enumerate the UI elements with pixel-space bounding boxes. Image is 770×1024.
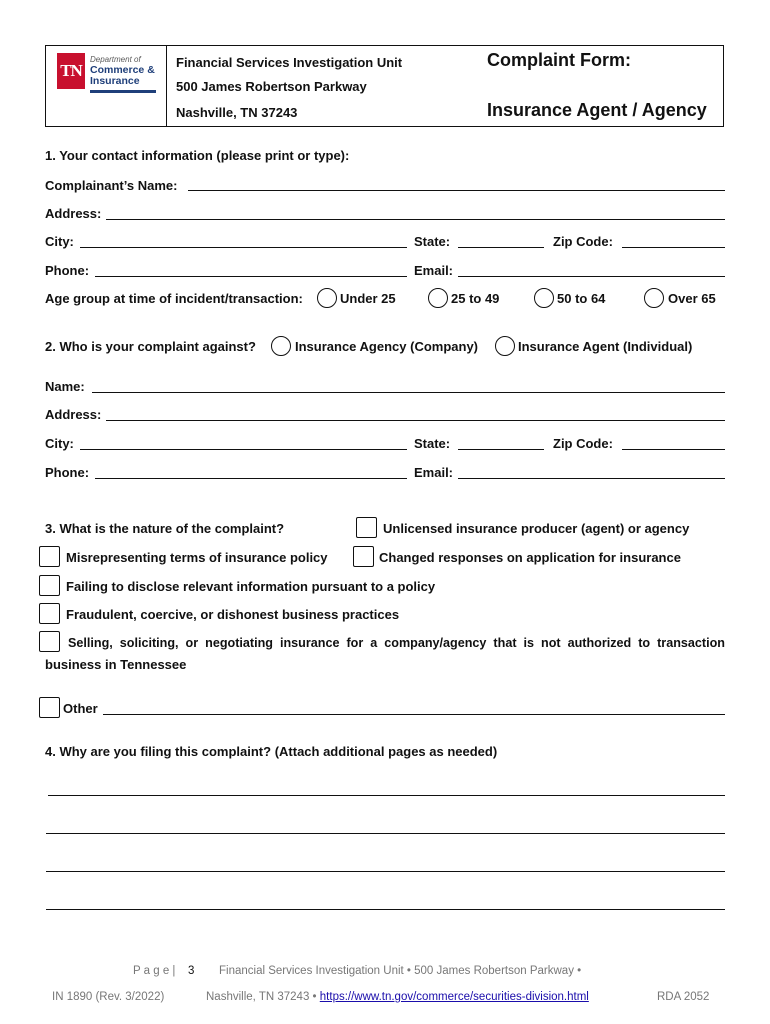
- against-agency-radio[interactable]: [271, 336, 291, 356]
- complainant-phone-label: Phone:: [45, 263, 90, 278]
- against-agent-label: Insurance Agent (Individual): [518, 339, 693, 354]
- subject-phone-label: Phone:: [45, 465, 90, 480]
- form-subtitle: Insurance Agent / Agency: [487, 100, 707, 120]
- age-under25-radio[interactable]: [317, 288, 337, 308]
- fraudulent-checkbox[interactable]: [39, 603, 60, 624]
- subject-name-field[interactable]: [92, 392, 725, 393]
- age-50to64-label: 50 to 64: [557, 291, 606, 306]
- complainant-zip-field[interactable]: [622, 247, 725, 248]
- failing-disclose-checkbox[interactable]: [39, 575, 60, 596]
- subject-address-label: Address:: [45, 407, 102, 422]
- selling-unauthorized-checkbox[interactable]: [39, 631, 60, 652]
- age-over65-label: Over 65: [668, 291, 716, 306]
- complainant-city-label: City:: [45, 234, 74, 249]
- section4-heading: 4. Why are you filing this complaint? (Attach additional pages as needed): [45, 744, 498, 759]
- header-divider: [166, 45, 167, 127]
- against-agency-label: Insurance Agency (Company): [295, 339, 479, 354]
- complainant-email-field[interactable]: [458, 276, 725, 277]
- age-25to49-radio[interactable]: [428, 288, 448, 308]
- failing-disclose-label: Failing to disclose relevant information pursuant to a policy: [66, 579, 436, 594]
- subject-zip-label: Zip Code:: [553, 436, 613, 451]
- footer-page-number: 3: [188, 965, 195, 977]
- complainant-address-label: Address:: [45, 206, 102, 221]
- fraudulent-label: Fraudulent, coercive, or dishonest business practices: [66, 607, 400, 622]
- subject-name-label: Name:: [45, 379, 85, 394]
- subject-phone-field[interactable]: [95, 478, 407, 479]
- unlicensed-label: Unlicensed insurance producer (agent) or agency: [383, 521, 690, 536]
- subject-email-label: Email:: [414, 465, 454, 480]
- selling-unauthorized-label: Selling, soliciting, or negotiating insurance for a company/agency that is not authorized to transaction: [68, 636, 725, 650]
- footer-rda: RDA 2052: [657, 991, 710, 1003]
- logo-insurance: Insurance: [90, 75, 140, 87]
- footer-url-link[interactable]: https://www.tn.gov/commerce/securities-division.html: [319, 991, 589, 1003]
- age-group-label: Age group at time of incident/transaction:: [45, 291, 303, 306]
- other-checkbox[interactable]: [39, 697, 60, 718]
- logo-underline: [90, 90, 156, 93]
- age-25to49-label: 25 to 49: [451, 291, 500, 306]
- section1-heading: 1. Your contact information (please print or type):: [45, 148, 350, 163]
- age-50to64-radio[interactable]: [534, 288, 554, 308]
- complainant-address-field[interactable]: [106, 219, 725, 220]
- age-over65-radio[interactable]: [644, 288, 664, 308]
- reason-line-3[interactable]: [46, 871, 725, 872]
- complainant-name-field[interactable]: [188, 190, 725, 191]
- subject-state-field[interactable]: [458, 449, 544, 450]
- complainant-name-label: Complainant’s Name:: [45, 178, 178, 193]
- misrepresenting-checkbox[interactable]: [39, 546, 60, 567]
- logo-commerce: Commerce &: [90, 64, 155, 76]
- unit-name: Financial Services Investigation Unit: [176, 55, 403, 70]
- tn-logo-mark: TN: [57, 53, 85, 89]
- section2-heading: 2. Who is your complaint against?: [45, 339, 256, 354]
- reason-line-4[interactable]: [46, 909, 725, 910]
- section3-heading: 3. What is the nature of the complaint?: [45, 521, 285, 536]
- unit-address1: 500 James Robertson Parkway: [176, 79, 367, 94]
- selling-unauthorized-label-cont: business in Tennessee: [45, 657, 187, 672]
- footer-form-id: IN 1890 (Rev. 3/2022): [52, 991, 165, 1003]
- complainant-state-field[interactable]: [458, 247, 544, 248]
- reason-line-1[interactable]: [48, 795, 725, 796]
- subject-city-field[interactable]: [80, 449, 407, 450]
- complainant-zip-label: Zip Code:: [553, 234, 613, 249]
- changed-responses-label: Changed responses on application for insurance: [379, 550, 681, 565]
- form-title: Complaint Form:: [487, 50, 631, 70]
- complainant-state-label: State:: [414, 234, 451, 249]
- subject-email-field[interactable]: [458, 478, 725, 479]
- subject-state-label: State:: [414, 436, 451, 451]
- footer-line1: Financial Services Investigation Unit • 500 James Robertson Parkway •: [219, 965, 582, 977]
- unit-address2: Nashville, TN 37243: [176, 105, 298, 120]
- footer-page-label: P a g e |: [133, 965, 176, 977]
- against-agent-radio[interactable]: [495, 336, 515, 356]
- reason-line-2[interactable]: [46, 833, 725, 834]
- complainant-phone-field[interactable]: [95, 276, 407, 277]
- footer-line2: [206, 990, 589, 1004]
- age-under25-label: Under 25: [340, 291, 396, 306]
- misrepresenting-label: Misrepresenting terms of insurance policy: [66, 550, 328, 565]
- footer-city: Nashville, TN 37243 •: [206, 991, 317, 1003]
- subject-zip-field[interactable]: [622, 449, 725, 450]
- unlicensed-checkbox[interactable]: [356, 517, 377, 538]
- other-label: Other: [63, 701, 98, 716]
- logo-department: Department of: [90, 55, 141, 64]
- other-field[interactable]: [103, 714, 725, 715]
- logo-text: [90, 54, 160, 87]
- tn-commerce-insurance-logo: [57, 53, 157, 95]
- complainant-email-label: Email:: [414, 263, 454, 278]
- complainant-city-field[interactable]: [80, 247, 407, 248]
- subject-address-field[interactable]: [106, 420, 725, 421]
- changed-responses-checkbox[interactable]: [353, 546, 374, 567]
- subject-city-label: City:: [45, 436, 74, 451]
